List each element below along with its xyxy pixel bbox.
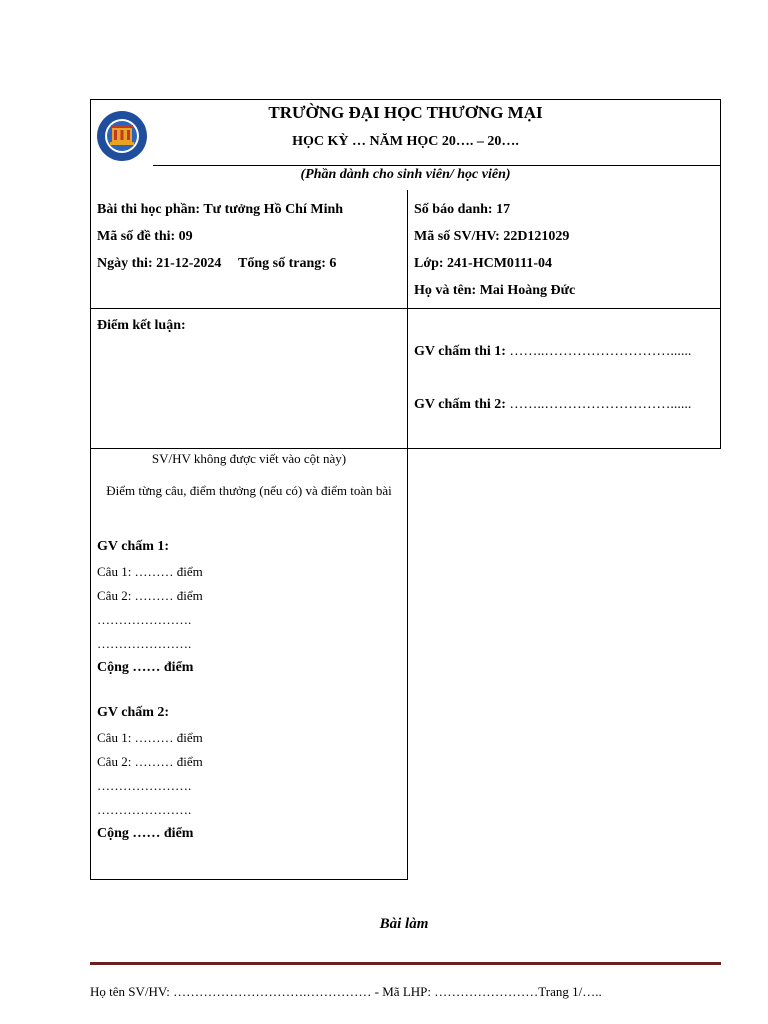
school-name: TRƯỜNG ĐẠI HỌC THƯƠNG MẠI (268, 103, 543, 122)
grader1-q1: Câu 1: ……… điểm (97, 564, 203, 579)
footer-rule (90, 962, 721, 965)
footer-text: Họ tên SV/HV: ………………………….…………… - Mã LHP: ……………………Trang 1/….. (90, 984, 602, 999)
header-divider (153, 165, 721, 166)
grader2-label: GV chấm thi 2: (414, 397, 506, 412)
university-logo (96, 110, 148, 162)
grader1-dots-1: …………………. (97, 612, 192, 627)
grader2-title: GV chấm 2: (97, 705, 170, 720)
student-id: Mã số SV/HV: 22D121029 (414, 229, 570, 244)
grader1-line (414, 344, 691, 360)
candidate-number: Số báo danh: 17 (414, 202, 511, 217)
student-name: Họ và tên: Mai Hoàng Đức (414, 283, 576, 298)
page-count: Tổng số trang: 6 (238, 256, 337, 271)
grader2-total: Cộng …… điểm (97, 826, 194, 841)
grader2-dots-1: …………………. (97, 778, 192, 793)
grader1-dots: ……..………………………...... (509, 344, 692, 359)
grader1-total: Cộng …… điểm (97, 660, 194, 675)
exam-date: Ngày thi: 21-12-2024 (97, 256, 222, 271)
final-score-label: Điểm kết luận: (97, 318, 186, 333)
section-subtitle: (Phần dành cho sinh viên/ học viên) (300, 167, 511, 182)
info-divider (407, 190, 408, 309)
class-code: Lớp: 241-HCM0111-04 (414, 256, 553, 271)
grader2-dots-2: …………………. (97, 802, 192, 817)
grader1-title: GV chấm 1: (97, 539, 170, 554)
no-write-note: SV/HV không được viết vào cột này) (151, 451, 347, 466)
grader2-dots: ……..………………………...... (509, 397, 692, 412)
score-divider (407, 308, 408, 449)
grader1-q2: Câu 2: ……… điểm (97, 588, 203, 603)
grader2-line (414, 397, 691, 413)
grader1-dots-2: …………………. (97, 636, 192, 651)
grader2-q1: Câu 1: ……… điểm (97, 730, 203, 745)
answer-title: Bài làm (379, 916, 429, 932)
scoring-instructions: Điểm từng câu, điểm thưởng (nếu có) và điểm toàn bài (106, 483, 392, 498)
grader1-label: GV chấm thi 1: (414, 344, 506, 359)
exam-code: Mã số đề thi: 09 (97, 229, 193, 244)
course-name: Bài thi học phần: Tư tưởng Hồ Chí Minh (97, 202, 344, 217)
semester-line: HỌC KỲ … NĂM HỌC 20…. – 20…. (292, 134, 519, 149)
grader2-q2: Câu 2: ……… điểm (97, 754, 203, 769)
